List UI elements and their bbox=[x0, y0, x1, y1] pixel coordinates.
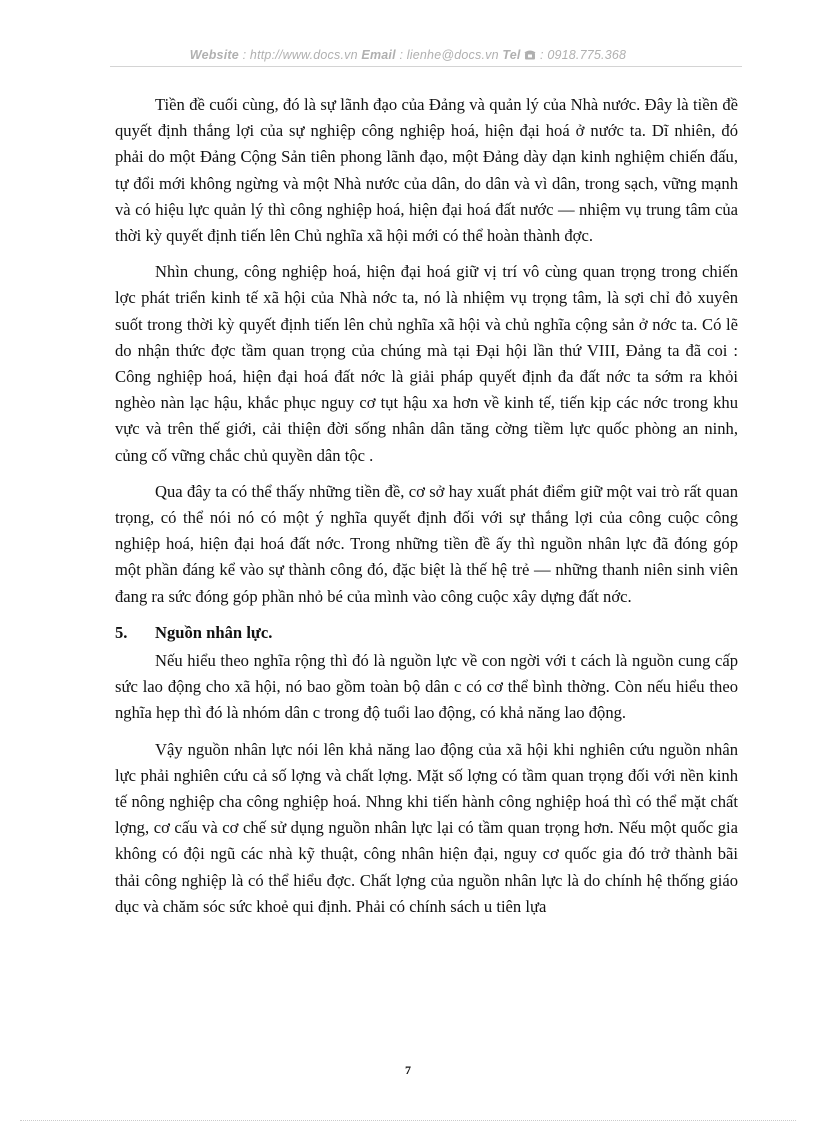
paragraph-premises: Qua đây ta có thể thấy những tiền đề, cơ sở hay xuất phát điểm giữ một vai trò rất quan trọng, có thể nói nó có một ý nghĩa quyết định đối với sự thắng lợi của công cuộc công nghiệp hoá, hiện đại hoá đất nớc. Trong những tiền đề ấy thì nguồn nhân lực đã đóng góp một phần đáng kể vào sự thành công đó, đặc biệt là thế hệ trẻ — những thanh niên sinh viên đang ra sức đóng góp phần nhỏ bé của mình vào công cuộc xây dựng đất nớc. bbox=[115, 481, 738, 606]
document-body bbox=[115, 92, 738, 930]
page-header bbox=[0, 48, 816, 62]
email-value: : lienhe@docs.vn bbox=[395, 48, 503, 62]
paragraph-definition: Nếu hiểu theo nghĩa rộng thì đó là nguồn lực về con ngời với t cách là nguồn cung cấp sức lao động cho xã hội, nó bao gồm toàn bộ dân c có cơ thể bình thờng. Còn nếu hiểu theo nghĩa hẹp thì đó là nhóm dân c trong độ tuổi lao động, có khả năng lao động. bbox=[115, 651, 738, 723]
email-label: Email bbox=[361, 48, 396, 62]
section-number: 5. bbox=[115, 622, 128, 642]
page-number: 7 bbox=[405, 1063, 411, 1077]
header-rule bbox=[110, 66, 742, 67]
tel-label: Tel bbox=[502, 48, 521, 62]
paragraph-leadership: Tiền đề cuối cùng, đó là sự lãnh đạo của Đảng và quản lý của Nhà nước. Đây là tiền đề quyết định thắng lợi của sự nghiệp công nghiệp hoá, hiện đại hoá ở nước ta. Dĩ nhiên, đó phải do một Đảng Cộng Sản tiên phong lãnh đạo, một Đảng dày dạn kinh nghiệm chiến đấu, tự đổi mới không ngừng và một Nhà nước của dân, do dân và vì dân, trong sạch, vững mạnh và có hiệu lực quản lý thì công nghiệp hoá, hiện đại hoá đất nước — nhiệm vụ trung tâm của thời kỳ quyết định tiến lên Chủ nghĩa xã hội mới có thể hoàn thành đợc. bbox=[115, 95, 738, 246]
phone-icon bbox=[524, 49, 536, 60]
paragraph-overview: Nhìn chung, công nghiệp hoá, hiện đại hoá giữ vị trí vô cùng quan trọng trong chiến lợc phát triển kinh tế xã hội của Nhà nớc ta, nó là nhiệm vụ trọng tâm, là sợi chỉ đỏ xuyên suốt trong thời kỳ quyết định tiến lên chủ nghĩa xã hội và chủ nghĩa cộng sản ở nớc ta. Có lẽ do nhận thức đợc tầm quan trọng của chúng mà tại Đại hội lần thứ VIII, Đảng ta đã coi : Công nghiệp hoá, hiện đại hoá đất nớc là giải pháp quyết định đa đất nớc ta sớm ra khỏi nghèo nàn lạc hậu, khắc phục nguy cơ tụt hậu xa hơn về kinh tế, tiến kịp các nớc trong khu vực và trên thế giới, cải thiện đời sống nhân dân tăng cờng tiềm lực quốc phòng an ninh, củng cố vững chắc chủ quyền dân tộc . bbox=[115, 262, 738, 465]
section-title: Nguồn nhân lực. bbox=[155, 622, 273, 642]
tel-value: : 0918.775.368 bbox=[536, 48, 627, 62]
website-label: Website bbox=[189, 48, 239, 62]
paragraph-quality: Vậy nguồn nhân lực nói lên khả năng lao động của xã hội khi nghiên cứu nguồn nhân lực phải nghiên cứu cả số lợng và chất lợng. Mặt số lợng có tầm quan trọng đối với nền kinh tế nông nghiệp cha công nghiệp hoá. Nhng khi tiến hành công nghiệp hoá thì có thể mặt chất lợng, cơ cấu và cơ chế sử dụng nguồn nhân lực lại có tầm quan trọng hơn. Nếu một quốc gia không có đội ngũ các nhà kỹ thuật, công nhân hiện đại, nguy cơ quốc gia đó trở thành bãi thải công nghiệp là có thể hiểu đợc. Chất lợng của nguồn nhân lực là do chính hệ thống giáo dục và chăm sóc sức khoẻ qui định. Phải có chính sách u tiên lựa bbox=[115, 739, 738, 916]
website-value: : http://www.docs.vn bbox=[238, 48, 362, 62]
bottom-rule bbox=[20, 1120, 796, 1121]
section-heading bbox=[115, 620, 738, 646]
